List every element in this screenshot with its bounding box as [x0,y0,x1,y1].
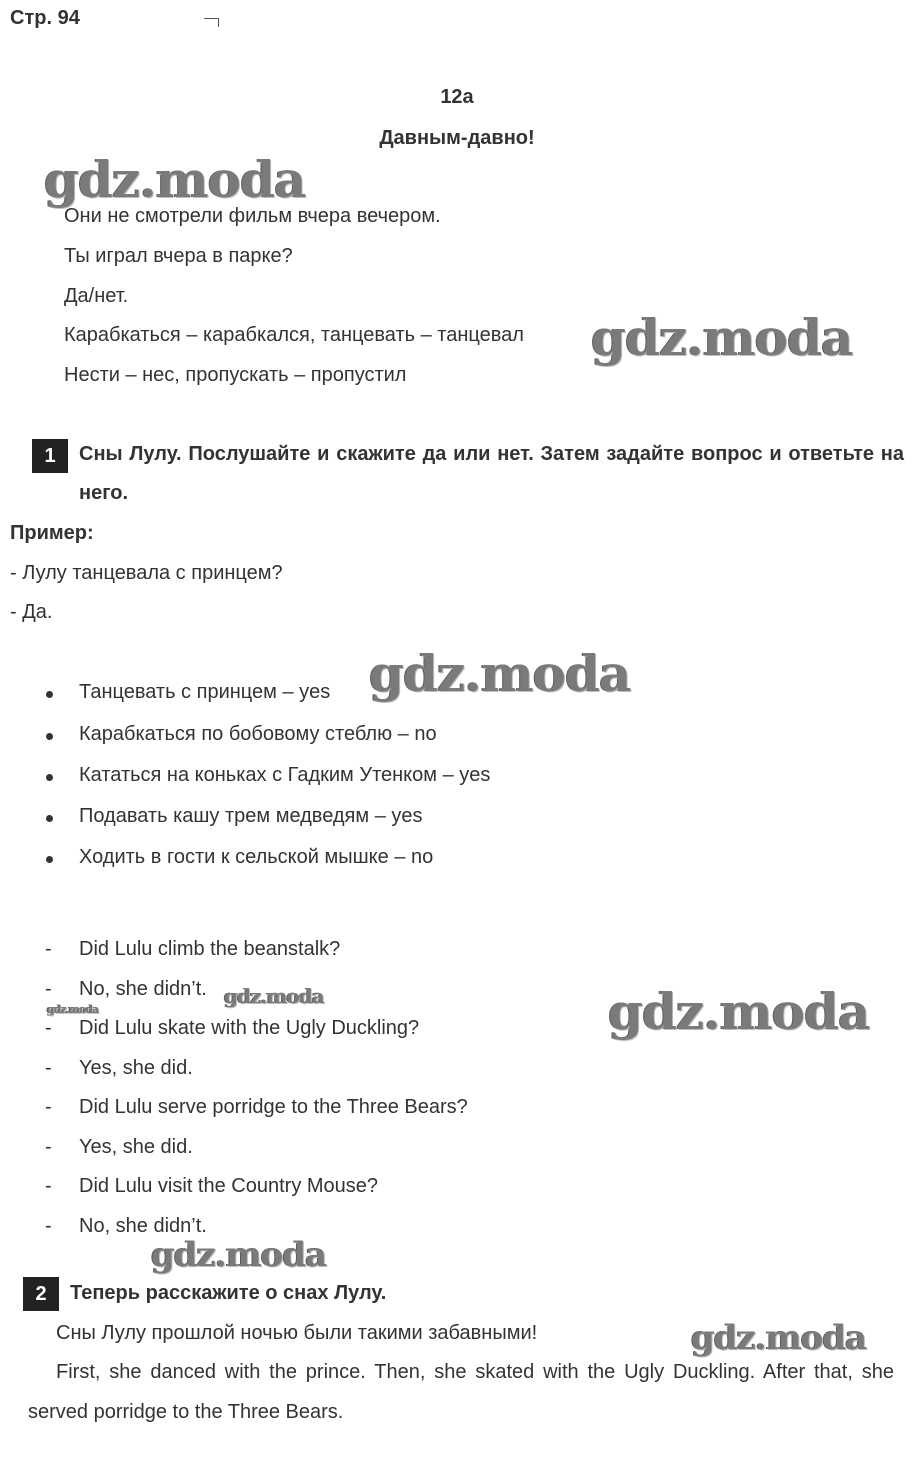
watermark-logo: gdz.moda [591,308,853,367]
dash-marker: - [45,978,52,1000]
unit-title: Давным-давно! [379,127,535,149]
dialogue-line: Did Lulu climb the beanstalk? [79,938,341,960]
watermark-logo: gdz.moda [224,984,324,1008]
list-item: Танцевать с принцем – yes [79,681,331,703]
dash-marker: - [45,938,52,960]
watermark-logo: gdz.moda [369,644,631,703]
list-item [45,1096,468,1119]
example-line: - Лулу танцевала с принцем? [10,562,283,584]
dash-marker: - [45,1096,52,1118]
list-item [45,1017,420,1040]
dialogue-line: Yes, she did. [79,1136,193,1158]
task2-instruction: Теперь расскажите о снах Лулу. [70,1282,387,1304]
dialogue-line: No, she didn’t. [79,1215,207,1237]
dialogue-line: Did Lulu skate with the Ugly Duckling? [79,1017,420,1039]
intro-line: Ты играл вчера в парке? [64,245,293,267]
watermark-logo: gdz.moda [151,1235,327,1275]
list-item [45,938,341,961]
intro-line: Карабкаться – карабкался, танцевать – танцевал [64,324,524,346]
dash-marker: - [45,1057,52,1079]
list-item [45,978,207,1001]
dialogue-line: Did Lulu visit the Country Mouse? [79,1175,379,1197]
watermark-logo: gdz.moda [608,982,870,1041]
dash-marker: - [45,1215,52,1237]
list-item [45,1057,193,1080]
watermark-logo: gdz.moda [47,1003,99,1016]
list-item: Кататься на коньках с Гадким Утенком – yes [79,764,491,786]
unit-number: 12a [440,86,474,108]
dash-marker: - [45,1017,52,1039]
page-number: Стр. 94 [10,7,80,29]
task-number-badge: 2 [23,1277,59,1311]
list-item: Подавать кашу трем медведям – yes [79,805,423,827]
task-number-badge: 1 [32,439,68,473]
dash-marker: - [45,1175,52,1197]
intro-line: Они не смотрели фильм вчера вечером. [64,205,441,227]
example-label: Пример: [10,522,94,544]
intro-line: Да/нет. [64,285,129,307]
watermark-logo: gdz.moda [44,150,306,209]
dialogue-line: Yes, she did. [79,1057,193,1079]
list-item [45,1175,379,1198]
corner-mark-icon [204,18,219,27]
answer-line: Сны Лулу прошлой ночью были такими забавными! [56,1322,538,1344]
example-line: - Да. [10,601,53,623]
answer-paragraph: First, she danced with the prince. Then, she skated with the Ugly Duckling. After that, she served porridge to the Three Bears. [28,1361,894,1423]
dialogue-line: No, she didn’t. [79,978,207,1000]
list-item: Карабкаться по бобовому стеблю – no [79,723,437,745]
task1-instruction: Сны Лулу. Послушайте и скажите да или нет. Затем задайте вопрос и ответьте на него. [79,443,904,504]
watermark-logo: gdz.moda [691,1318,867,1358]
list-item [45,1136,193,1159]
list-item: Ходить в гости к сельской мышке – no [79,846,434,868]
intro-line: Нести – нес, пропускать – пропустил [64,364,407,386]
dialogue-line: Did Lulu serve porridge to the Three Bears? [79,1096,468,1118]
dash-marker: - [45,1136,52,1158]
